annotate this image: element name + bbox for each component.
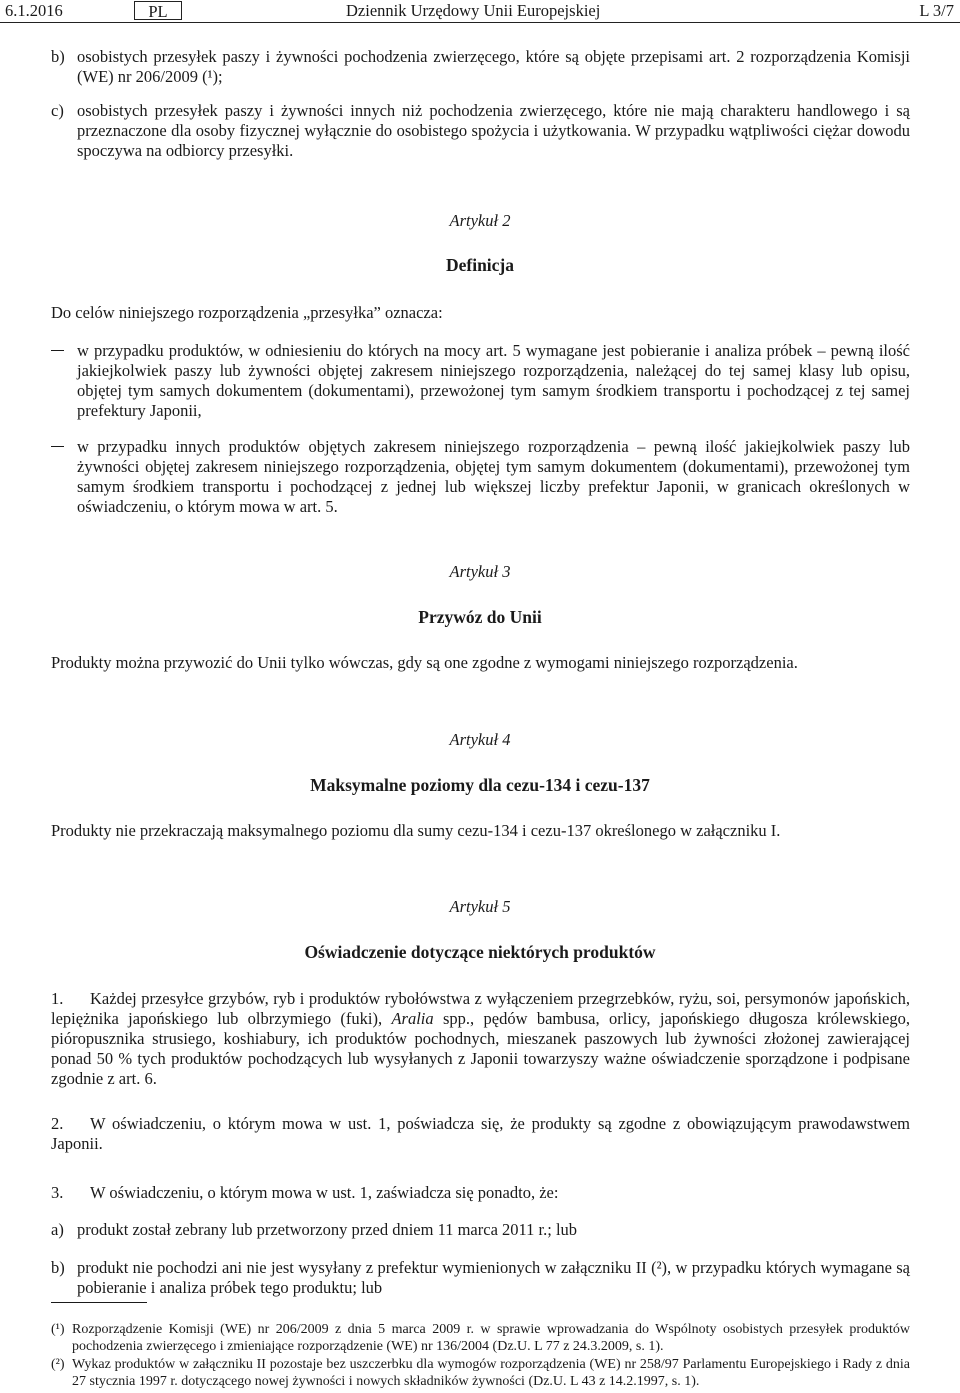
page-header bbox=[0, 0, 960, 23]
list-item-a bbox=[51, 1220, 910, 1240]
article-5-paragraph-2 bbox=[51, 1114, 910, 1154]
footnote-text: Wykaz produktów w załączniku II pozostaje bez uszczerbku dla wymogów rozporządzenia (WE) nr 258/97 Parlamentu Europejskiego i Rady z dnia 27 stycznia 1997 r. dotyczącego nowej żywności i nowych składników żywności (Dz.U. L 43 z 14.2.1997, s. 1). bbox=[72, 1357, 910, 1389]
article-5-paragraph-1 bbox=[51, 989, 910, 1089]
article-3-text: Produkty można przywozić do Unii tylko wówczas, gdy są one zgodne z wymogami niniejszego rozporządzenia. bbox=[51, 653, 798, 672]
definition-text-1: w przypadku produktów, w odniesieniu do których na mocy art. 5 wymagane jest pobieranie i analiza próbek – pewną ilość jakiejkolwiek paszy lub żywności objętej zakresem niniejszego rozporządzenia, należącej do tej samej klasy lub opisu, objętej tym samych dokumentem (dokumentami), przewożonej tym samym środkiem transportu i pochodzącej z tej samej prefektury Japonii, bbox=[77, 341, 910, 420]
header-date: 6.1.2016 bbox=[5, 1, 63, 20]
definition-text-2: w przypadku innych produktów objętych zakresem niniejszego rozporządzenia – pewną ilość jakiejkolwiek paszy lub żywności objętej zakresem niniejszego rozporządzenia, objętej tym samym dokumentem (dokumentami), przewożonej tym samym środkiem transportu i pochodzącej z jednej lub większej liczby prefektur Japonii, w granicach określonych w oświadczeniu, o którym mowa w art. 5. bbox=[77, 437, 910, 516]
article-2-intro: Do celów niniejszego rozporządzenia „przesyłka” oznacza: bbox=[51, 303, 443, 322]
footnote-text: Rozporządzenie Komisji (WE) nr 206/2009 z dnia 5 marca 2009 r. w sprawie wprowadzania do Wspólnoty osobistych przesyłek produktów pochodzenia zwierzęcego i zmieniające rozporządzenie (WE) nr 136/2004 (Dz.U. L 77 z 24.3.2009, s. 1). bbox=[72, 1322, 910, 1354]
article-4-number: Artykuł 4 bbox=[449, 730, 511, 749]
header-language-box: PL bbox=[134, 1, 182, 20]
list-item-label: b) bbox=[51, 47, 65, 66]
list-item-c bbox=[51, 101, 910, 161]
article-3-number: Artykuł 3 bbox=[449, 562, 511, 581]
paragraph-number: 3. bbox=[51, 1183, 64, 1202]
paragraph-number: 2. bbox=[51, 1114, 64, 1133]
paragraph-number: 1. bbox=[51, 989, 64, 1008]
list-item-b bbox=[51, 47, 910, 87]
article-5-paragraph-3 bbox=[51, 1183, 910, 1203]
list-item-text: osobistych przesyłek paszy i żywności pochodzenia zwierzęcego, które są objęte przepisami art. 2 rozporządzenia Komisji (WE) nr 206/2009 (¹); bbox=[77, 47, 910, 86]
paragraph-text-part: spp., pędów bambusa, orlicy, japońskiego długosza królewskiego, pióropusznika strusiego, koshiabury, ich produktów pochodnych, mieszanek paszowych lub żywności złożonej zawierającej ponad 50 % tych produktów pochodzących lub wysyłanych z Japonii towarzyszy ważne oświadczenie sporządzone i podpisane zgodnie z art. 6. bbox=[51, 1009, 910, 1088]
list-item-label: b) bbox=[51, 1258, 65, 1277]
article-2-number: Artykuł 2 bbox=[449, 211, 511, 230]
footnote-2 bbox=[51, 1356, 910, 1390]
list-item-text: produkt nie pochodzi ani nie jest wysyłany z prefektur wymienionych w załączniku II (²), w przypadku których wymagane są pobieranie i analiza próbek tego produktu; lub bbox=[77, 1258, 910, 1297]
paragraph-text: W oświadczeniu, o którym mowa w ust. 1, poświadcza się, że produkty są zgodne z obowiązującym prawodawstwem Japonii. bbox=[51, 1114, 910, 1153]
em-dash-bullet bbox=[51, 446, 63, 447]
paragraph-text: W oświadczeniu, o którym mowa w ust. 1, zaświadcza się ponadto, że: bbox=[90, 1183, 559, 1202]
footnote-separator bbox=[51, 1302, 147, 1303]
article-3-title: Przywóz do Unii bbox=[418, 607, 542, 627]
footnote-label: (²) bbox=[51, 1357, 65, 1372]
article-4-title: Maksymalne poziomy dla cezu-134 i cezu-137 bbox=[310, 775, 650, 795]
list-item-text: osobistych przesyłek paszy i żywności innych niż pochodzenia zwierzęcego, które nie mają charakteru handlowego i są przeznaczone dla osoby fizycznej wyłącznie do osobistego spożycia i użytkowania. W przypadku wątpliwości ciężar dowodu spoczywa na odbiorcy przesyłki. bbox=[77, 101, 910, 160]
article-4-text: Produkty nie przekraczają maksymalnego poziomu dla sumy cezu-134 i cezu-137 określonego w załączniku I. bbox=[51, 821, 781, 840]
footnote-1 bbox=[51, 1321, 910, 1355]
list-item-text: produkt został zebrany lub przetworzony przed dniem 11 marca 2011 r.; lub bbox=[77, 1220, 578, 1239]
definition-dash-item-2 bbox=[51, 437, 910, 517]
header-journal-title: Dziennik Urzędowy Unii Europejskiej bbox=[346, 1, 601, 20]
list-item-label: a) bbox=[51, 1220, 64, 1239]
header-page-number: L 3/7 bbox=[919, 1, 954, 20]
em-dash-bullet bbox=[51, 350, 63, 351]
article-5-title: Oświadczenie dotyczące niektórych produktów bbox=[304, 942, 656, 962]
list-item-label: c) bbox=[51, 101, 64, 120]
list-item-b2 bbox=[51, 1258, 910, 1298]
article-2-title: Definicja bbox=[445, 255, 515, 275]
article-5-number: Artykuł 5 bbox=[449, 897, 511, 916]
definition-dash-item-1 bbox=[51, 341, 910, 421]
paragraph-text-part: Każdej przesyłce grzybów, ryb i produktów rybołówstwa z wyłączeniem przegrzebków, ryżu, soi, persymonów japońskich, lepiężnika japońskiego lub olbrzymiego (fuki), bbox=[51, 989, 910, 1028]
paragraph-italic-term: Aralia bbox=[391, 1009, 434, 1028]
footnote-label: (¹) bbox=[51, 1322, 65, 1337]
